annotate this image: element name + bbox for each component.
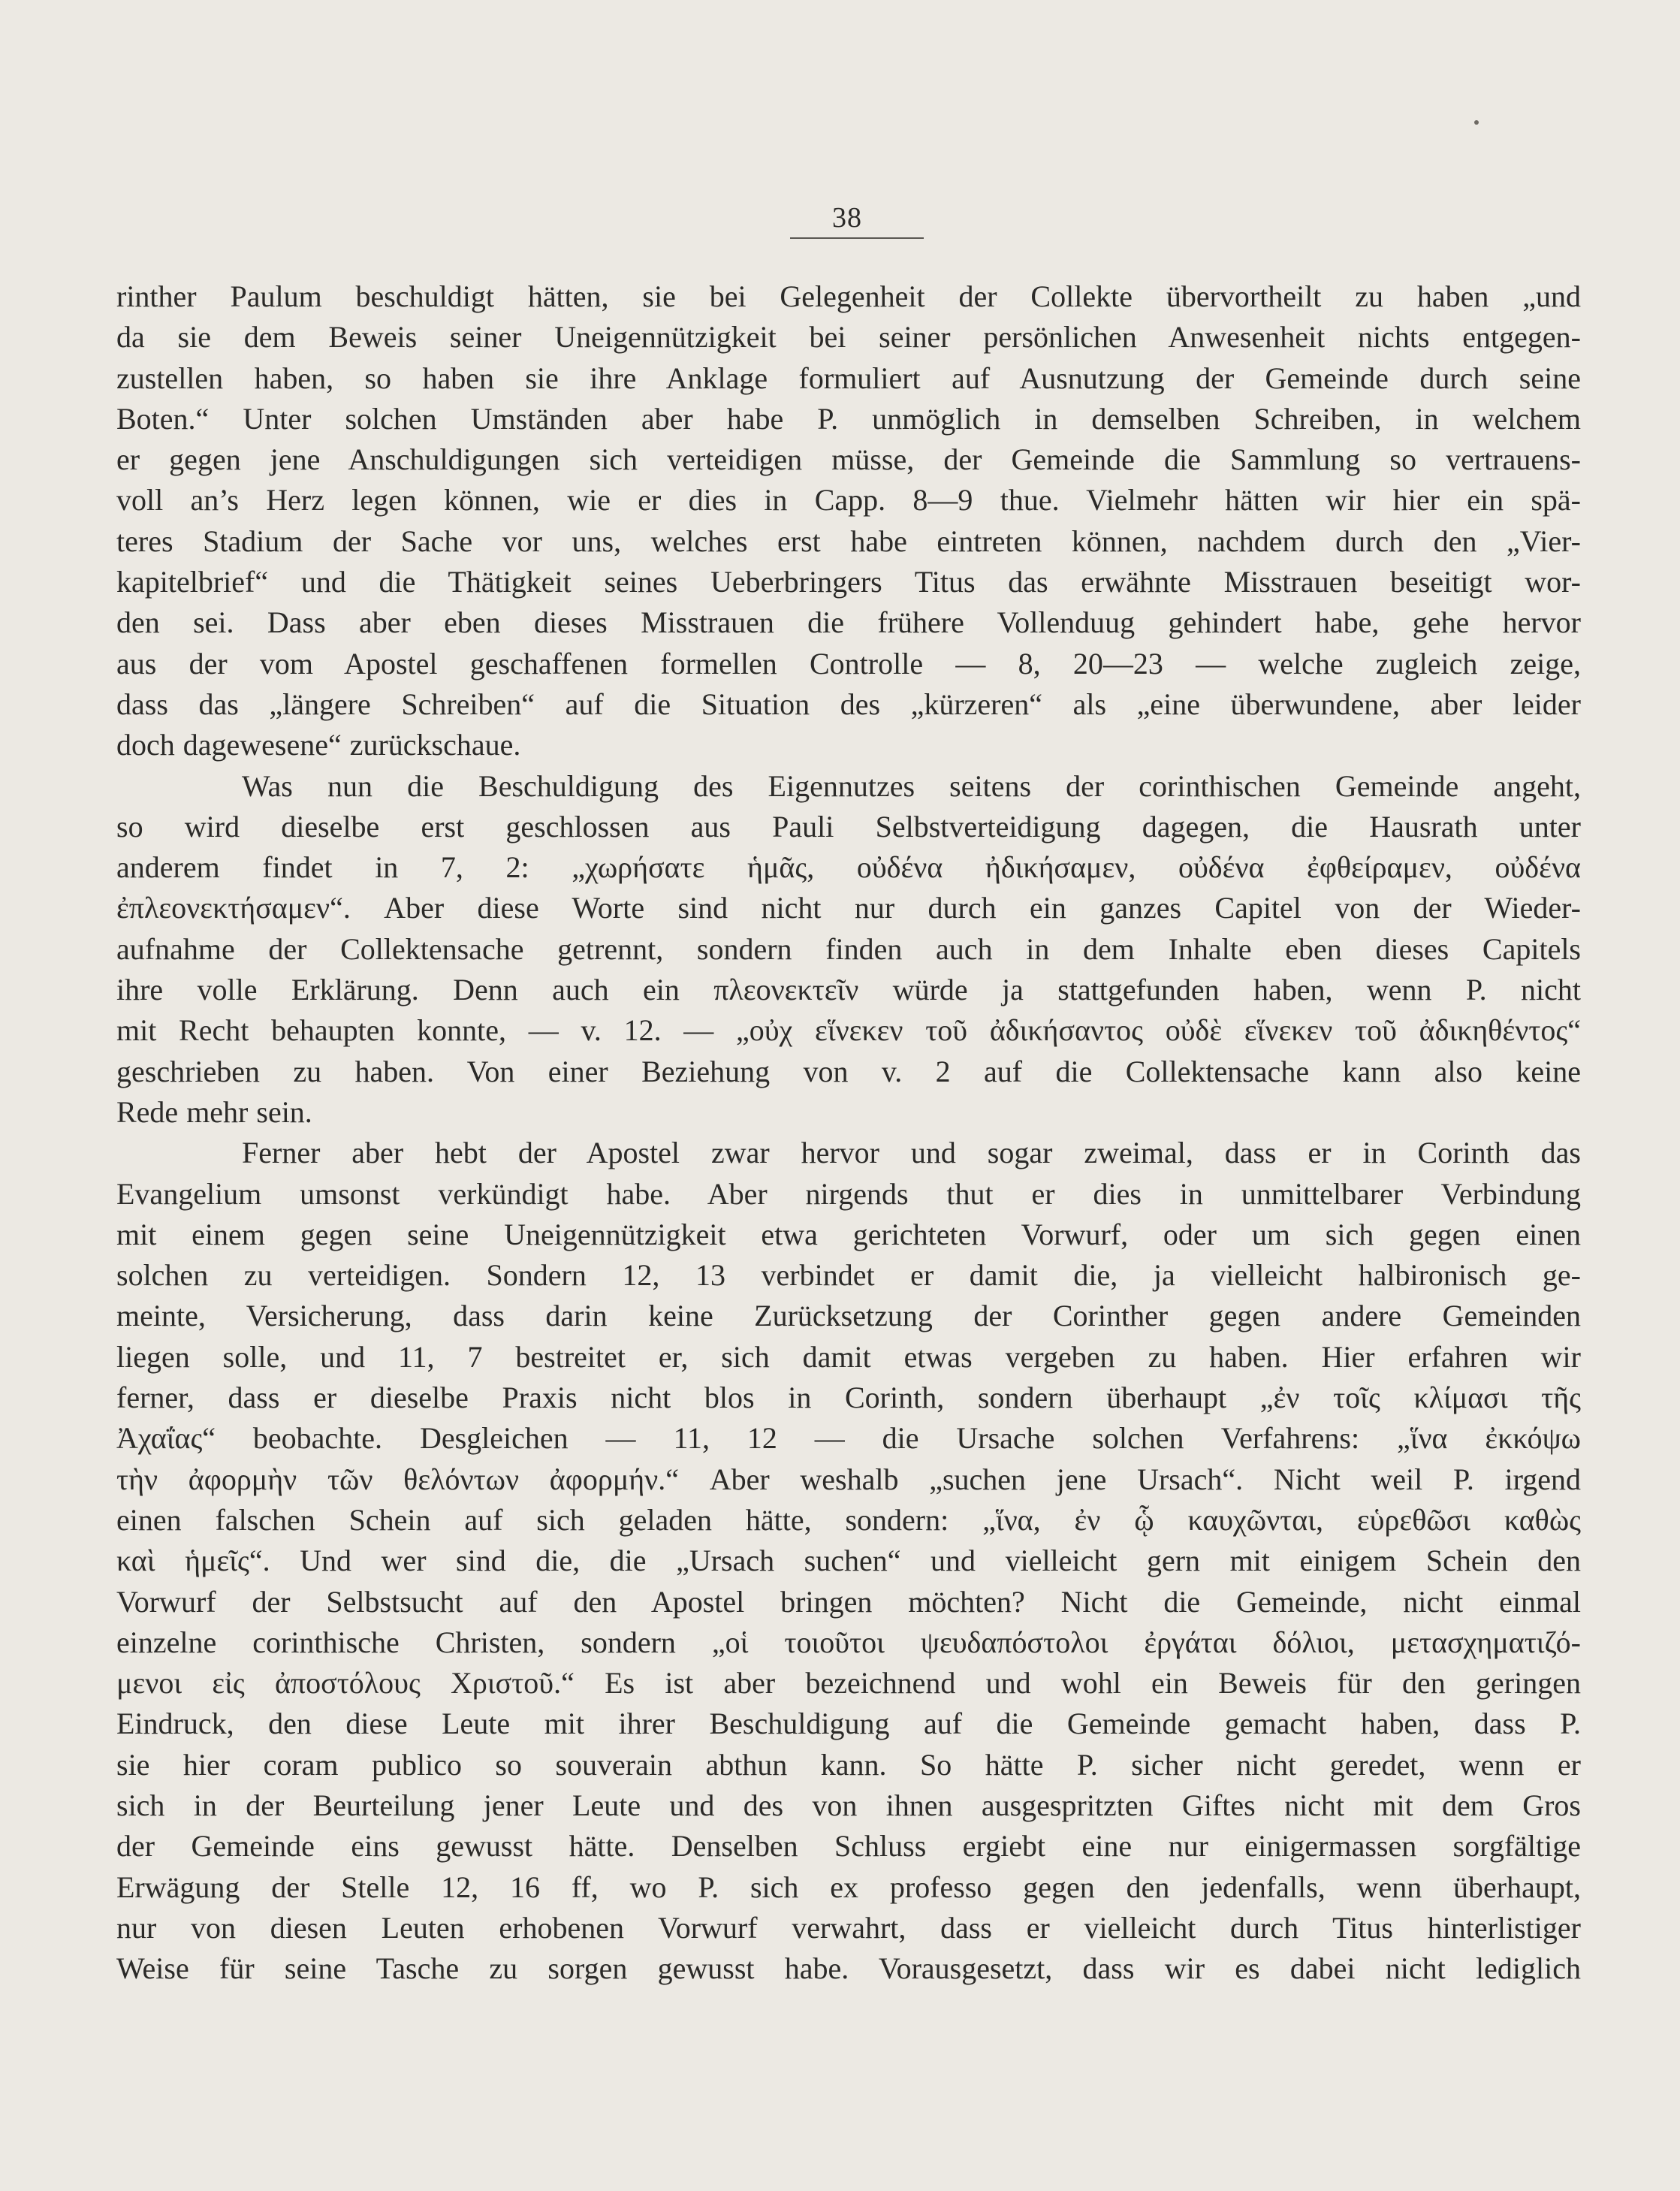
text-line: Ἀχαΐας“ beobachte. Desgleichen — 11, 12 — die Ursache solchen Verfahrens: „ἵνα ἐκκόψω: [116, 1421, 1581, 1456]
text-line: liegen solle, und 11, 7 bestreitet er, sich damit etwas vergeben zu haben. Hier erfahren wir: [116, 1339, 1581, 1374]
text-line: nur von diesen Leuten erhobenen Vorwurf verwahrt, dass er vielleicht durch Titus hinterlistiger: [116, 1910, 1581, 1945]
text-line: einzelne corinthische Christen, sondern „οἱ τοιοῦτοι ψευδαπόστολοι ἐργάται δόλιοι, μετασχηματιζό-: [116, 1625, 1581, 1659]
text-line: sie hier coram publico so souverain abthun kann. So hätte P. sicher nicht geredet, wenn er: [116, 1747, 1581, 1782]
text-line: den sei. Dass aber eben dieses Misstrauen die frühere Vollenduug gehindert habe, gehe hervor: [116, 605, 1581, 640]
text-line: der Gemeinde eins gewusst hätte. Denselben Schluss ergiebt eine nur einigermassen sorgfältige: [116, 1829, 1581, 1864]
text-line: doch dagewesene“ zurückschaue.: [116, 728, 521, 762]
text-line: mit Recht behaupten konnte, — v. 12. — „οὐχ εἵνεκεν τοῦ ἀδικήσαντος οὐδὲ εἵνεκεν τοῦ ἀδικηθέντος“: [116, 1013, 1581, 1048]
text-line: καὶ ἡμεῖς“. Und wer sind die, die „Ursach suchen“ und vielleicht gern mit einigem Schein den: [116, 1544, 1581, 1578]
text-line: da sie dem Beweis seiner Uneigennützigkeit bei seiner persönlichen Anwesenheit nichts entgegen-: [116, 320, 1581, 355]
text-line: Weise für seine Tasche zu sorgen gewusst habe. Vorausgesetzt, dass wir es dabei nicht lediglich: [116, 1951, 1581, 1986]
page-number: 38: [832, 202, 862, 234]
text-line: mit einem gegen seine Uneigennützigkeit etwa gerichteten Vorwurf, oder um sich gegen einen: [116, 1217, 1581, 1251]
body-text: [116, 276, 1581, 1989]
text-line: Ferner aber hebt der Apostel zwar hervor und sogar zweimal, dass er in Corinth das: [242, 1136, 1581, 1170]
text-line: ihre volle Erklärung. Denn auch ein πλεονεκτεῖν würde ja stattgefunden haben, wenn P. nicht: [116, 973, 1581, 1007]
text-line: dass das „längere Schreiben“ auf die Situation des „kürzeren“ als „eine überwundene, aber leider: [116, 687, 1581, 721]
text-line: aus der vom Apostel geschaffenen formellen Controlle — 8, 20—23 — welche zugleich zeige,: [116, 646, 1581, 681]
print-speck: [1474, 120, 1479, 125]
text-line: einen falschen Schein auf sich geladen hätte, sondern: „ἵνα, ἐν ᾧ καυχῶνται, εὑρεθῶσι καθὼς: [116, 1502, 1581, 1537]
text-line: τὴν ἀφορμὴν τῶν θελόντων ἀφορμήν.“ Aber weshalb „suchen jene Ursach“. Nicht weil P. irgend: [116, 1462, 1581, 1496]
text-line: solchen zu verteidigen. Sondern 12, 13 verbindet er damit die, ja vielleicht halbironisch ge-: [116, 1258, 1581, 1293]
text-line: geschrieben zu haben. Von einer Beziehung von v. 2 auf die Collektensache kann also keine: [116, 1054, 1581, 1088]
text-line: sich in der Beurteilung jener Leute und des von ihnen ausgespritzten Giftes nicht mit dem Gros: [116, 1788, 1581, 1822]
text-line: Evangelium umsonst verkündigt habe. Aber nirgends thut er dies in unmittelbarer Verbindung: [116, 1176, 1581, 1211]
text-line: so wird dieselbe erst geschlossen aus Pauli Selbstverteidigung dagegen, die Hausrath unter: [116, 809, 1581, 844]
text-line: rinther Paulum beschuldigt hätten, sie bei Gelegenheit der Collekte übervortheilt zu haben „und: [116, 279, 1581, 313]
text-line: Erwägung der Stelle 12, 16 ff, wo P. sich ex professo gegen den jedenfalls, wenn überhaupt,: [116, 1870, 1581, 1904]
text-line: Eindruck, den diese Leute mit ihrer Beschuldigung auf die Gemeinde gemacht haben, dass P.: [116, 1707, 1581, 1741]
text-line: Vorwurf der Selbstsucht auf den Apostel bringen möchten? Nicht die Gemeinde, nicht einmal: [116, 1584, 1581, 1619]
text-line: meinte, Versicherung, dass darin keine Zurücksetzung der Corinther gegen andere Gemeinden: [116, 1299, 1581, 1333]
text-line: Was nun die Beschuldigung des Eigennutzes seitens der corinthischen Gemeinde angeht,: [242, 768, 1581, 803]
text-line: aufnahme der Collektensache getrennt, sondern finden auch in dem Inhalte eben dieses Capitels: [116, 931, 1581, 966]
text-line: Rede mehr sein.: [116, 1094, 312, 1129]
text-line: anderem findet in 7, 2: „χωρήσατε ἡμᾶς, οὐδένα ἠδικήσαμεν, οὐδένα ἐφθείραμεν, οὐδένα: [116, 850, 1581, 885]
text-line: μενοι εἰς ἀποστόλους Χριστοῦ.“ Es ist aber bezeichnend und wohl ein Beweis für den geringen: [116, 1666, 1581, 1701]
text-line: zustellen haben, so haben sie ihre Anklage formuliert auf Ausnutzung der Gemeinde durch seine: [116, 361, 1581, 395]
text-line: ἐπλεονεκτήσαμεν“. Aber diese Worte sind nicht nur durch ein ganzes Capitel von der Wieder-: [116, 891, 1581, 925]
text-line: voll an’s Herz legen können, wie er dies in Capp. 8—9 thue. Vielmehr hätten wir hier ein spä-: [116, 483, 1581, 518]
text-line: Boten.“ Unter solchen Umständen aber habe P. unmöglich in demselben Schreiben, in welchem: [116, 401, 1581, 436]
text-line: ferner, dass er dieselbe Praxis nicht blos in Corinth, sondern überhaupt „ἐν τοῖς κλίμασι τῆς: [116, 1381, 1581, 1415]
text-line: teres Stadium der Sache vor uns, welches erst habe eintreten können, nachdem durch den „Vier-: [116, 524, 1581, 558]
page-number-rule: [790, 237, 924, 239]
text-line: kapitelbrief“ und die Thätigkeit seines Ueberbringers Titus das erwähnte Misstrauen beseitigt wor-: [116, 565, 1581, 599]
text-line: er gegen jene Anschuldigungen sich verteidigen müsse, der Gemeinde die Sammlung so vertrauens-: [116, 442, 1581, 477]
